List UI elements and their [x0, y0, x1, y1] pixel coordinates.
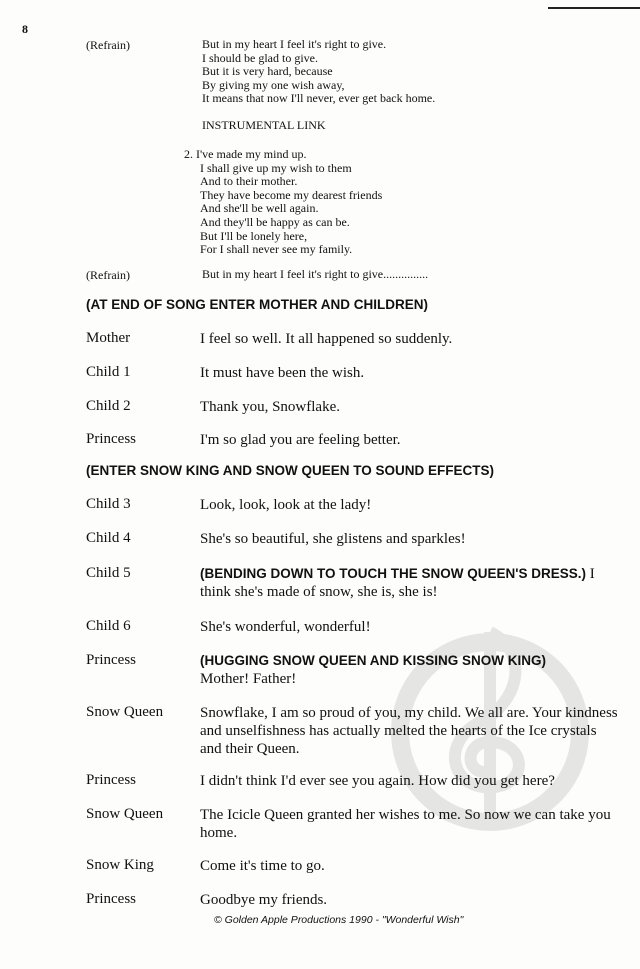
- verse-2-lyrics: [184, 148, 382, 257]
- lyric-line: They have become my dearest friends: [200, 187, 383, 202]
- speech-body: I think she's made of snow, she is, she is!: [200, 566, 595, 600]
- refrain-2-lyric: But in my heart I feel it's right to give...............: [202, 267, 429, 281]
- speech-text: Come it's time to go.: [200, 858, 325, 874]
- refrain-1-lyrics: [202, 38, 435, 106]
- copyright-footer: © Golden Apple Productions 1990 - "Wonderful Wish": [214, 914, 464, 926]
- speaker-name: Princess: [86, 772, 136, 788]
- speaker-name: Snow King: [86, 857, 154, 873]
- speaker-name: Princess: [86, 891, 136, 907]
- speech-text: Goodbye my friends.: [200, 892, 328, 908]
- lyric-line: 2. I've made my mind up.: [184, 147, 307, 161]
- lyric-line: But in my heart I feel it's right to give.: [202, 37, 387, 51]
- speech-text: She's so beautiful, she glistens and sparkles!: [200, 531, 466, 547]
- speech-text: [200, 652, 620, 688]
- instrumental-link-label: INSTRUMENTAL LINK: [202, 118, 326, 132]
- speaker-name: Princess: [86, 652, 136, 668]
- speech-text: It must have been the wish.: [200, 365, 365, 381]
- speaker-name: Child 4: [86, 530, 131, 546]
- lyric-line: By giving my one wish away,: [202, 77, 345, 92]
- speaker-name: Snow Queen: [86, 806, 164, 822]
- lyric-line: For I shall never see my family.: [200, 242, 353, 257]
- speech-text: Snowflake, I am so proud of you, my child. We all are. Your kindness and unselfishness has actually melted the hearts of the Ice crystals and their Queen.: [200, 705, 618, 757]
- speaker-name: Princess: [86, 431, 136, 447]
- speech-text: The Icicle Queen granted her wishes to me. So now we can take you home.: [200, 807, 611, 841]
- speech-text: She's wonderful, wonderful!: [200, 619, 371, 635]
- speech-text: Thank you, Snowflake.: [200, 399, 340, 415]
- speaker-name: Child 3: [86, 496, 131, 512]
- refrain-1-label: (Refrain): [86, 38, 130, 52]
- speaker-name: Snow Queen: [86, 704, 164, 720]
- speech-text: I'm so glad you are feeling better.: [200, 432, 401, 448]
- refrain-2-label: (Refrain): [86, 268, 130, 282]
- lyric-line: It means that now I'll never, ever get back home.: [202, 91, 436, 106]
- speaker-name: Child 1: [86, 364, 131, 380]
- speaker-name: Mother: [86, 330, 131, 346]
- speaker-name: Child 5: [86, 565, 131, 581]
- speech-text: I feel so well. It all happened so suddenly.: [200, 331, 453, 347]
- stage-direction: (ENTER SNOW KING AND SNOW QUEEN TO SOUND EFFECTS): [86, 463, 495, 478]
- speaker-name: Child 6: [86, 618, 131, 634]
- lyric-line: I should be glad to give.: [202, 50, 318, 65]
- speech-text: Look, look, look at the lady!: [200, 497, 372, 513]
- lyric-line: But it is very hard, because: [202, 64, 333, 79]
- lyric-line: And to their mother.: [200, 174, 298, 189]
- lyric-line: And she'll be well again.: [200, 201, 319, 216]
- page-number: 8: [22, 22, 28, 36]
- speech-body: Mother! Father!: [200, 671, 297, 687]
- lyric-line: And they'll be happy as can be.: [200, 214, 350, 229]
- lyric-line: But I'll be lonely here,: [200, 228, 308, 243]
- action-direction: (BENDING DOWN TO TOUCH THE SNOW QUEEN'S DRESS.): [200, 566, 586, 581]
- stage-direction: (AT END OF SONG ENTER MOTHER AND CHILDREN): [86, 297, 428, 312]
- speech-text: [200, 565, 620, 601]
- speaker-name: Child 2: [86, 398, 131, 414]
- action-direction: (HUGGING SNOW QUEEN AND KISSING SNOW KING): [200, 653, 547, 668]
- top-rule: [548, 7, 640, 9]
- speech-text: I didn't think I'd ever see you again. How did you get here?: [200, 773, 555, 789]
- lyric-line: I shall give up my wish to them: [200, 160, 352, 175]
